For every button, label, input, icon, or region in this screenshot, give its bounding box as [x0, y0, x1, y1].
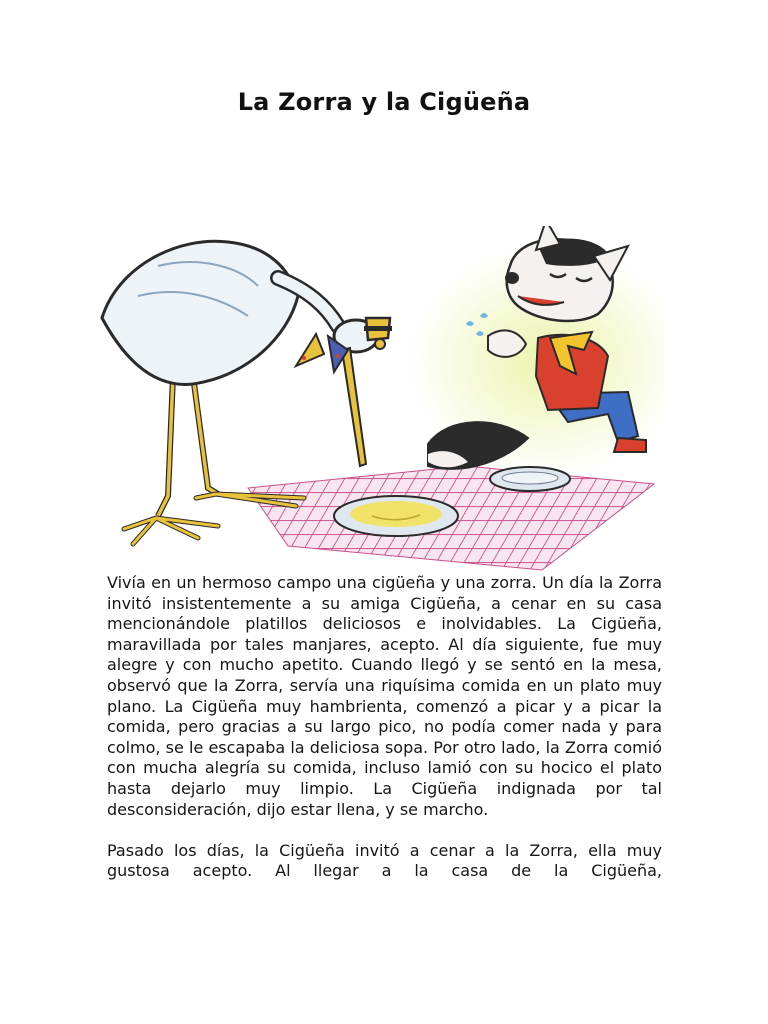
paragraph: Vivía en un hermoso campo una cigüeña y una zorra. Un día la Zorra invitó insistentemente a su amiga Cigüeña, a cenar en su casa mencionándole platillos deliciosos e inolvidables. La Cigüeña, maravillada por tales manjares, acepto. Al día siguiente, fue muy alegre y con mucho apetito. Cuando llegó y se sentó en la mesa, observó que la Zorra, servía una riquísima comida en un plato muy plano. La Cigüeña muy hambrienta, comenzó a picar y a picar la comida, pero gracias a su largo pico, no podía comer nada y para colmo, se le escapaba la deliciosa sopa. Por otro lado, la Zorra comió con mucha alegría su comida, incluso lamió con su hocico el plato hasta dejarlo muy limpio. La Cigüeña indignada por tal desconsideración, dijo estar llena, y se marcho. — [107, 573, 662, 819]
stork-and-fox-illustration — [98, 226, 664, 578]
flat-plate-stork — [334, 496, 458, 536]
flat-plate-fox — [490, 467, 570, 491]
story-text — [107, 573, 662, 903]
paragraph: Pasado los días, la Cigüeña invitó a cenar a la Zorra, ella muy gustosa acepto. Al llegar a la casa de la Cigüeña, — [107, 840, 662, 881]
page-title: La Zorra y la Cigüeña — [237, 88, 531, 116]
